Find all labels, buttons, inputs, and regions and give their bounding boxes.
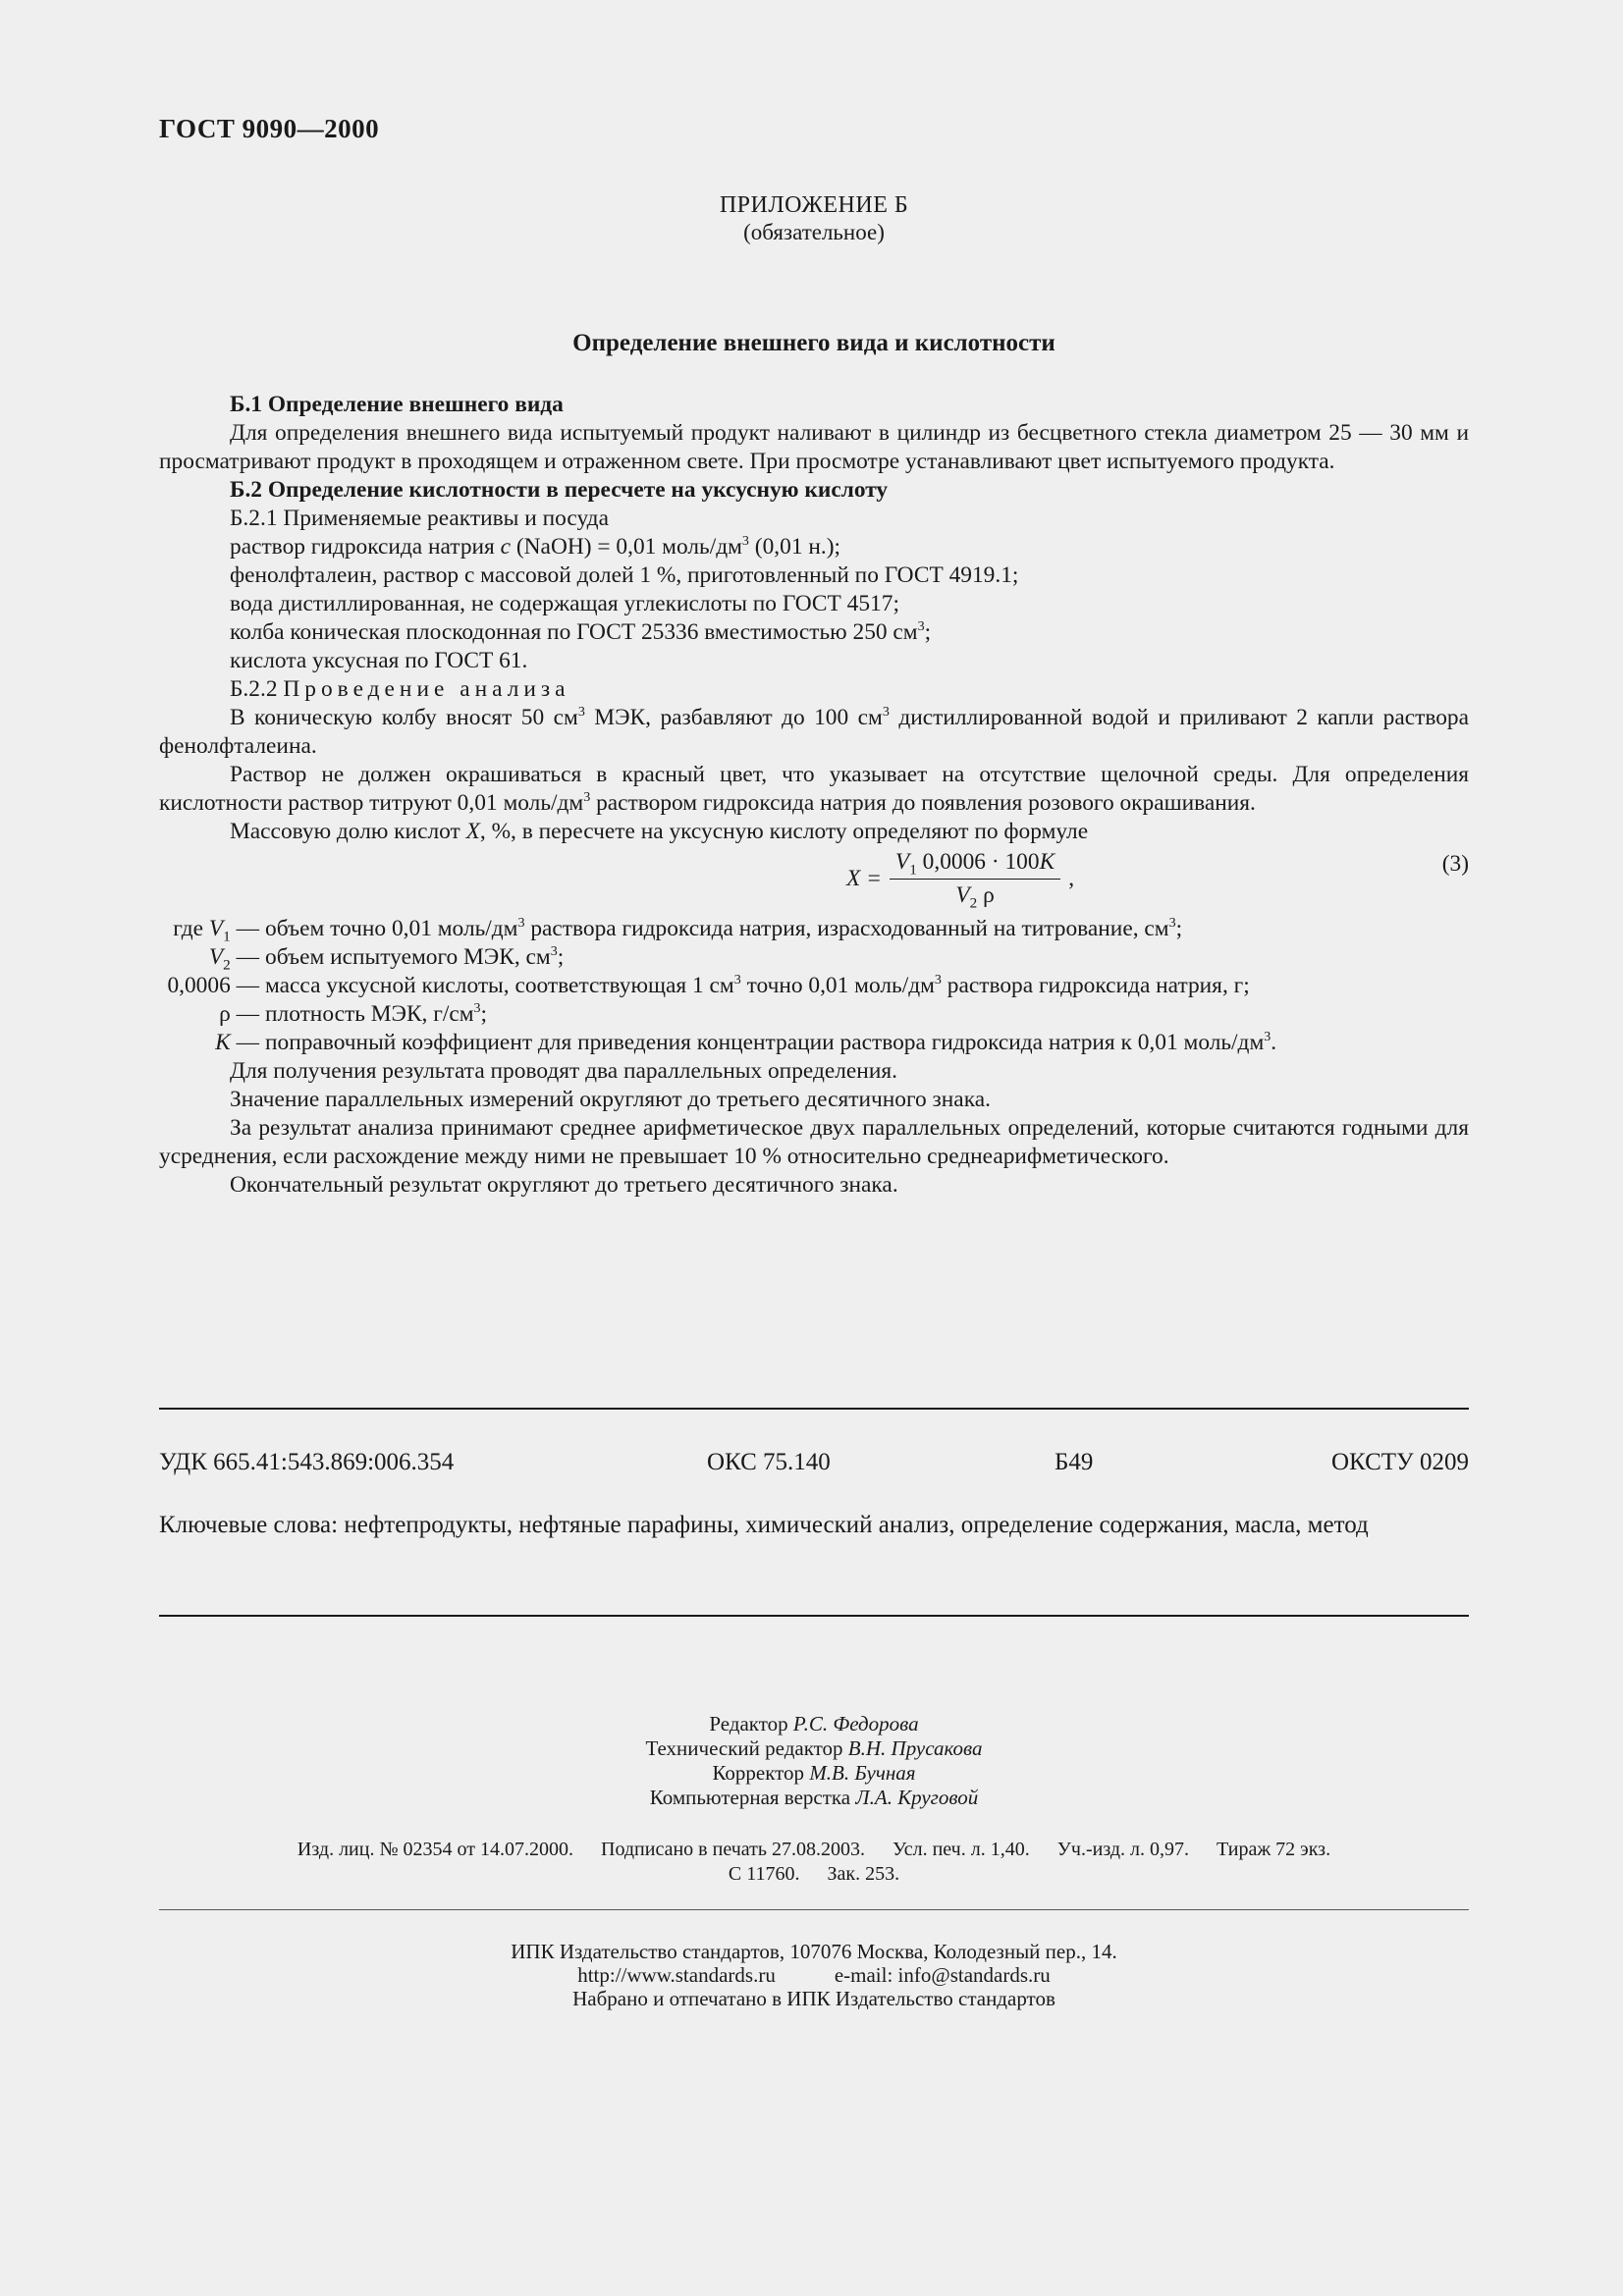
formula-number: (3) xyxy=(1441,851,1469,877)
signed-date: Подписано в печать 27.08.2003. xyxy=(601,1839,865,1860)
oks-code: ОКС 75.140 xyxy=(707,1449,831,1475)
section-heading: Определение внешнего вида и кислотности xyxy=(572,330,1055,356)
reagent-1: раствор гидроксида натрия c (NaOH) = 0,01 моль/$дм^3$ (0,01 н.); xyxy=(230,533,841,560)
website-link: http://www.standards.ru xyxy=(577,1963,776,1987)
legend-desc-v2: объем испытуемого МЭК, $см^3$; xyxy=(265,943,565,970)
divider-bottom xyxy=(159,1615,1469,1617)
procedure-para-3: Массовую долю кислот X, %, в пересчете на уксусную кислоту определяют по формуле xyxy=(230,819,1089,844)
section-b1-title: Б.1 Определение внешнего вида xyxy=(230,392,564,417)
closing-para-4: Окончательный результат округляют до третьего десятичного знака. xyxy=(230,1172,898,1198)
b-code: Б49 xyxy=(1055,1449,1094,1475)
procedure-para-2: Раствор не должен окрашиваться в красный цвет, что указывает на отсутствие щелочной среды. Для определения кислотности раствор титруют 0,01 моль/$дм^3$ раствором гидроксида натрия до появления розового окрашивания. xyxy=(159,762,1469,816)
formula-fraction: $\frac{V_1 0,0006 \cdot 100K}{V_2 \rho}$ xyxy=(890,848,1060,910)
appendix-title: ПРИЛОЖЕНИЕ Б xyxy=(719,192,909,218)
body-text xyxy=(159,391,1469,1200)
closing-para-2: Значение параллельных измерений округляют до третьего десятичного знака. xyxy=(230,1087,991,1112)
udk-code: УДК 665.41:543.869:006.354 xyxy=(159,1449,455,1475)
credit-proofreader: Корректор М.В. Бучная xyxy=(712,1761,916,1785)
imprint-printed: Набрано и отпечатано в ИПК Издательство стандартов xyxy=(572,1987,1055,2010)
c-number: С 11760. xyxy=(728,1863,800,1885)
legend-desc-rho: плотность МЭК, $г/см^3$; xyxy=(265,1000,488,1027)
superscript: 3 xyxy=(741,533,749,550)
section-b21-title: Б.2.1 Применяемые реактивы и посуда xyxy=(230,506,609,531)
formula-3: X = $\frac{V_1 0,0006 \cdot 100K}{V_2 \rho}$ , (3) xyxy=(846,849,1469,912)
email-link: e-mail: info@standards.ru xyxy=(834,1963,1051,1987)
legend-symbol-k: K — xyxy=(215,1030,259,1055)
credit-layout: Компьютерная верстка Л.А. Круговой xyxy=(649,1786,979,1809)
legend-desc-v1: объем точно 0,01 моль/$дм^3$ раствора гидроксида натрия, израсходованный на титрование, $см^3$; xyxy=(265,915,1183,941)
section-b2-title: Б.2 Определение кислотности в пересчете на уксусную кислоту xyxy=(230,477,889,503)
appendix-subtitle: (обязательное) xyxy=(743,220,885,244)
credit-editor: Редактор Р.С. Федорова xyxy=(709,1712,919,1735)
formula-lhs: X = xyxy=(846,866,882,891)
reagent-3: вода дистиллированная, не содержащая углекислоты по ГОСТ 4517; xyxy=(230,591,899,616)
print-sheets: Усл. печ. л. 1,40. xyxy=(892,1839,1030,1860)
publisher-sheets: Уч.-изд. л. 0,97. xyxy=(1056,1839,1190,1860)
order-number: Зак. 253. xyxy=(827,1863,900,1885)
credit-tech-editor: Технический редактор В.Н. Прусакова xyxy=(645,1736,983,1760)
imprint xyxy=(159,1940,1469,2010)
reagent-2: фенолфталеин, раствор с массовой долей 1 %, приготовленный по ГОСТ 4919.1; xyxy=(230,562,1019,588)
divider-thin xyxy=(159,1909,1469,1910)
procedure-para-1: В коническую колбу вносят 50 $см^3$ МЭК, разбавляют до 100 $см^3$ дистиллированной водой и приливают 2 капли раствора фенолфталеина. xyxy=(159,704,1469,759)
reagent-5: кислота уксусная по ГОСТ 61. xyxy=(230,648,528,673)
publication-info xyxy=(159,1838,1469,1887)
formula-legend xyxy=(159,915,1469,1057)
okstu-code: ОКСТУ 0209 xyxy=(1330,1449,1469,1475)
closing-para-3: За результат анализа принимают среднее арифметическое двух параллельных определений, которые считаются годными для усреднения, если расхождение между ними не превышает 10 % относительно среднеарифметического. xyxy=(159,1115,1469,1169)
legend-symbol-rho: ρ — xyxy=(219,1001,259,1027)
legend-desc-coef: масса уксусной кислоты, соответствующая 1 $см^3$ точно 0,01 моль/$дм^3$ раствора гидроксида натрия, г; xyxy=(265,972,1250,998)
closing-para-1: Для получения результата проводят два параллельных определения. xyxy=(230,1058,897,1084)
legend-desc-k: поправочный коэффициент для приведения концентрации раствора гидроксида натрия к 0,01 моль/$дм^3$. xyxy=(265,1029,1277,1055)
imprint-address: ИПК Издательство стандартов, 107076 Москва, Колодезный пер., 14. xyxy=(511,1940,1117,1963)
section-b22-title: Б.2.2 Проведение анализа xyxy=(230,676,570,702)
legend-symbol-coef: 0,0006 — xyxy=(167,973,259,998)
legend-symbol-v2: $V_2$ — xyxy=(208,944,259,974)
reagent-4: колба коническая плоскодонная по ГОСТ 25336 вместимостью 250 $см^3$; xyxy=(230,618,932,645)
license: Изд. лиц. № 02354 от 14.07.2000. xyxy=(297,1839,574,1860)
legend-symbol-v1: где $V_1$ — xyxy=(173,916,259,945)
section-b1-text: Для определения внешнего вида испытуемый продукт наливают в цилиндр из бесцветного стекла диаметром 25 — 30 мм и просматривают продукт в проходящем и отраженном свете. При просмотре устанавливают цвет испытуемого продукта. xyxy=(159,420,1469,474)
credits xyxy=(159,1712,1469,1810)
circulation: Тираж 72 экз. xyxy=(1217,1839,1331,1860)
divider-top xyxy=(159,1408,1469,1410)
keywords: Ключевые слова: нефтепродукты, нефтяные парафины, химический анализ, определение содержания, масла, метод xyxy=(159,1512,1369,1538)
standard-header: ГОСТ 9090—2000 xyxy=(159,114,380,143)
